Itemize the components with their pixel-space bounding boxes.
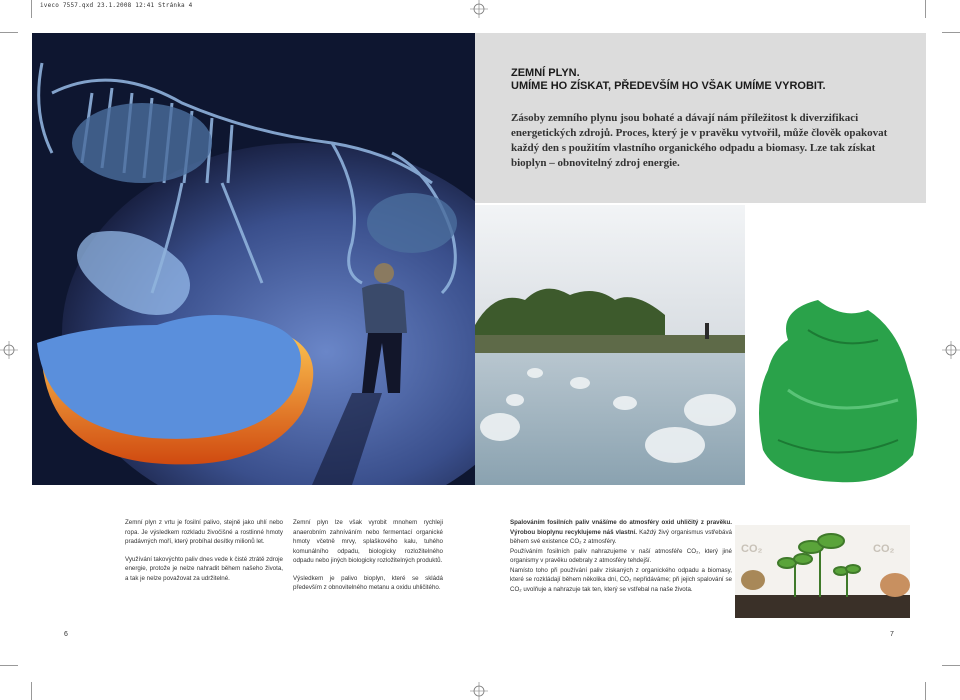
column1-paragraph-1: Zemní plyn z vrtu je fosilní palivo, stejně jako uhlí nebo ropa. Je výsledkem rozkladu živočišné a rostlinné hmoty pradávných moří, který probíhal desítky milionů let. xyxy=(125,519,283,545)
text-column-3 xyxy=(510,518,732,594)
column2-paragraph-2: Výsledkem je palivo bioplyn, které se skládá především z obnovitelného metanu a oxidu uhličitého. xyxy=(293,574,443,591)
column3-paragraph-1: Každý živý organismus vstřebává během své existence CO₂ z atmosféry. xyxy=(510,528,732,545)
registration-mark-right-icon xyxy=(942,341,960,359)
text-column-1 xyxy=(125,518,283,591)
co2-sprouts-photo xyxy=(735,525,910,618)
column2-paragraph-1: Zemní plyn lze však vyrobit mnohem rychleji anaerobním zahníváním nebo fermentací organické hmoty včetně mrvy, splaškového kalu, tuhého komunálního odpadu, biologicky rozložitelného odpadu nebo jiných biologicky rozložitelných produktů. xyxy=(293,519,443,564)
print-slug: iveco 7557.qxd 23.1.2008 12:41 Stránka 4 xyxy=(40,2,193,9)
page-number-left: 6 xyxy=(64,631,68,638)
registration-mark-bottom-icon xyxy=(470,682,488,700)
crop-mark-bottom-right xyxy=(925,682,926,700)
registration-mark-top-icon xyxy=(470,0,488,18)
text-column-2 xyxy=(293,518,443,601)
intro-paragraph: Zásoby zemního plynu jsou bohaté a dávají nám příležitost k diverzifikaci energetických zdrojů. Proces, který je v pravěku vytvořil, může člověk opakovat každý den s použitím vlastního organického odpadu a biomasy. Lze tak získat bioplyn – obnovitelný zdroj energie. xyxy=(511,112,888,169)
page-number-right: 7 xyxy=(890,631,894,638)
crop-mark-right-top xyxy=(942,32,960,33)
registration-mark-left-icon xyxy=(0,341,18,359)
green-waste-bag-photo xyxy=(748,290,926,485)
column1-paragraph-2: Využívání takovýchto paliv dnes vede k čisté ztrátě zdroje energie, protože je nelze nahradit během našeho života, a tak je nelze považovat za udržitelné. xyxy=(125,555,283,582)
column3-lede: Spalováním fosilních paliv vnášíme do atmosféry oxid uhličitý z pravěku. Výrobou bioplynu recyklujeme náš vlastní. xyxy=(510,519,732,536)
crop-mark-top-right xyxy=(925,0,926,18)
column3-paragraph-3: Namísto toho při používání paliv získaných z organického odpadu a biomasy, které se rozkládají během několika dní, CO₂ nepřidáváme; při jejich spalování se CO₂ uvolňuje a nahrazuje tak ten, který se vstřebal na naše života. xyxy=(510,566,732,593)
page-headline xyxy=(511,67,901,93)
column3-paragraph-2: Používáním fosilních paliv nahrazujeme v naší atmosféře CO₂, který jiné organismy v pravěku odebraly z atmosféry tehdejší. xyxy=(510,547,732,564)
crop-mark-left-bottom xyxy=(0,665,18,666)
crop-mark-bottom-left xyxy=(31,682,32,700)
headline-line-1: ZEMNÍ PLYN. xyxy=(511,67,580,79)
co2-label-left: CO₂ xyxy=(741,543,763,555)
co2-label-right: CO₂ xyxy=(873,543,895,555)
crop-mark-top-left xyxy=(31,0,32,18)
biogas-pond-photo xyxy=(475,205,745,485)
crop-mark-left-top xyxy=(0,32,18,33)
dinosaur-skeleton-photo xyxy=(32,33,475,485)
headline-panel xyxy=(475,33,926,203)
headline-line-2: UMÍME HO ZÍSKAT, PŘEDEVŠÍM HO VŠAK UMÍME VYROBIT. xyxy=(511,80,826,92)
crop-mark-right-bottom xyxy=(942,665,960,666)
